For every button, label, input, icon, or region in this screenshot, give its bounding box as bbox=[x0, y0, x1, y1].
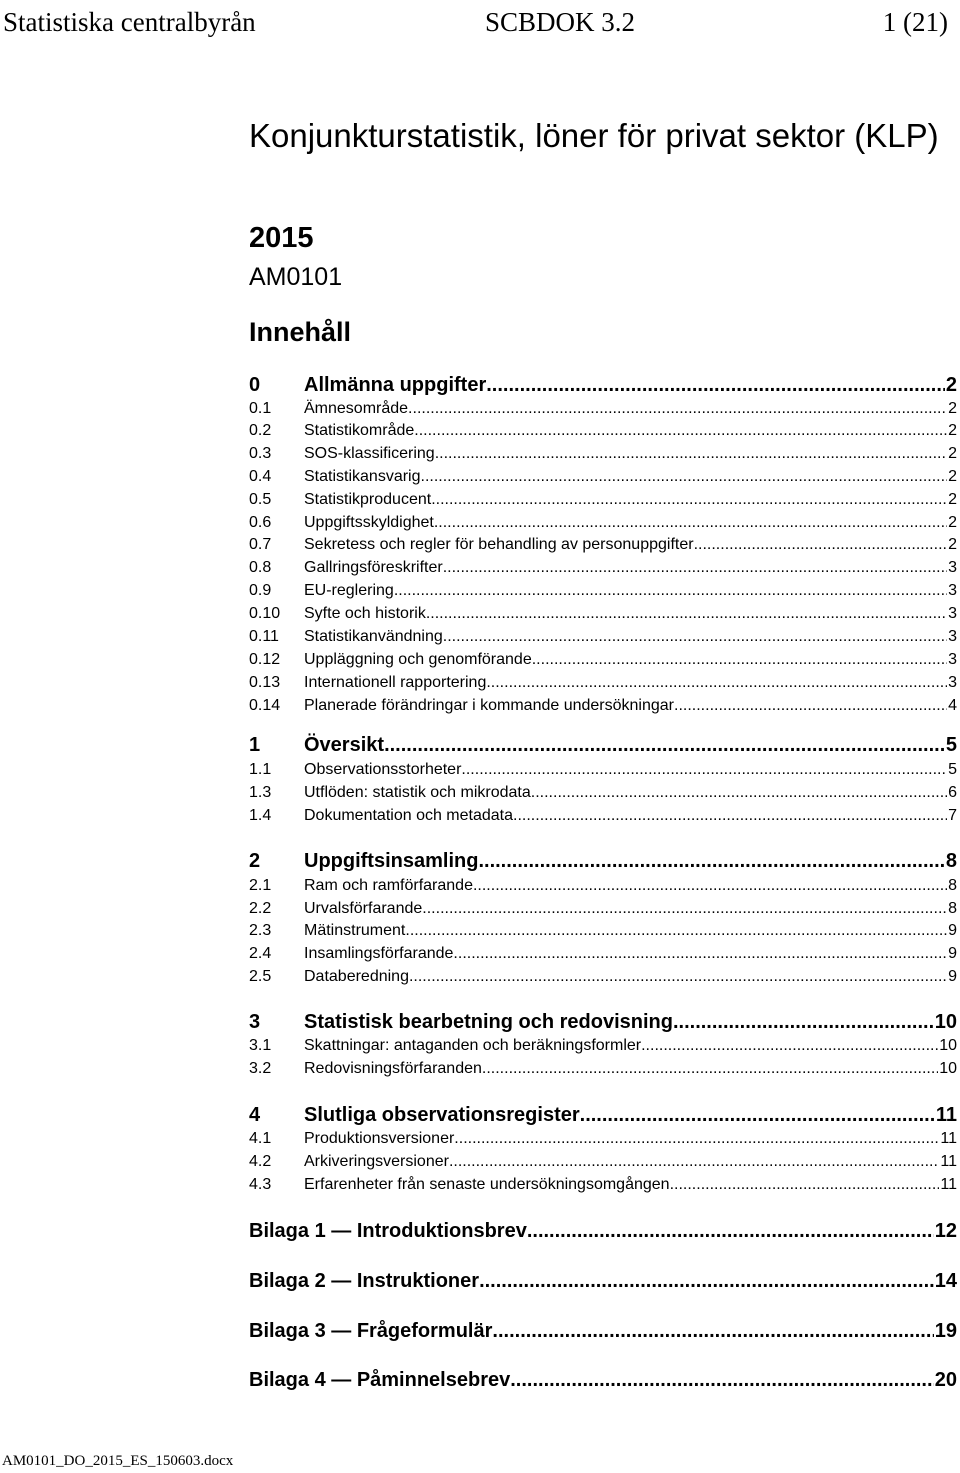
toc-entry-page: 2 bbox=[948, 400, 957, 417]
toc-appendix[interactable] bbox=[249, 1267, 957, 1295]
toc-entry[interactable] bbox=[249, 943, 957, 965]
toc-entry-number: 3.1 bbox=[249, 1037, 272, 1054]
file-name-footer: AM0101_DO_2015_ES_150603.docx bbox=[2, 1453, 234, 1469]
toc-dot-leader bbox=[673, 1008, 934, 1036]
toc-entry-label: SOS-klassificering bbox=[304, 445, 435, 462]
toc-dot-leader bbox=[443, 557, 947, 579]
toc-entry[interactable] bbox=[249, 966, 957, 988]
toc-dot-leader bbox=[421, 466, 948, 488]
toc-entry-label: Mätinstrument bbox=[304, 922, 406, 939]
toc-entry-page: 19 bbox=[934, 1320, 957, 1342]
toc-entry-number: 0.6 bbox=[249, 514, 272, 531]
toc-entry-number: 2.3 bbox=[249, 922, 272, 939]
toc-entry[interactable] bbox=[249, 898, 957, 920]
toc-entry[interactable] bbox=[249, 466, 957, 488]
toc-entry-number: 0.3 bbox=[249, 445, 272, 462]
toc-entry-page: 10 bbox=[939, 1060, 957, 1077]
page-counter: 1 (21) bbox=[882, 7, 948, 37]
toc-entry-label: Arkiveringsversioner bbox=[304, 1153, 449, 1170]
toc-entry-number: 1.3 bbox=[249, 784, 272, 801]
toc-entry-page: 20 bbox=[934, 1369, 957, 1391]
toc-section[interactable] bbox=[249, 1101, 957, 1129]
toc-dot-leader bbox=[694, 534, 948, 556]
toc-dot-leader bbox=[422, 898, 947, 920]
toc-entry[interactable] bbox=[249, 1174, 957, 1196]
toc-entry-label: Statistisk bearbetning och redovisning bbox=[304, 1011, 673, 1033]
toc-entry-label: Produktionsversioner bbox=[304, 1130, 455, 1147]
toc-entry-page: 4 bbox=[948, 697, 957, 714]
toc-entry-number: 0.11 bbox=[249, 628, 279, 645]
document-year: 2015 bbox=[249, 222, 314, 254]
toc-section[interactable] bbox=[249, 847, 957, 875]
toc-entry-page: 2 bbox=[948, 468, 957, 485]
toc-entry-label: Statistikanvändning bbox=[304, 628, 443, 645]
toc-entry-number: 1 bbox=[249, 734, 261, 756]
toc-section[interactable] bbox=[249, 371, 957, 399]
toc-entry[interactable] bbox=[249, 1035, 957, 1057]
toc-entry-page: 8 bbox=[948, 877, 957, 894]
toc-dot-leader bbox=[486, 371, 945, 399]
toc-entry-number: 3.2 bbox=[249, 1060, 272, 1077]
toc-dot-leader bbox=[409, 966, 947, 988]
toc-entry[interactable] bbox=[249, 420, 957, 442]
toc-entry-page: 3 bbox=[948, 605, 957, 622]
toc-entry-page: 12 bbox=[934, 1220, 957, 1242]
toc-entry-label: Bilaga 3 — Frågeformulär bbox=[249, 1320, 493, 1342]
toc-dot-leader bbox=[449, 1151, 939, 1173]
toc-entry-label: Allmänna uppgifter bbox=[304, 374, 487, 396]
toc-entry[interactable] bbox=[249, 782, 957, 804]
toc-entry-page: 10 bbox=[939, 1037, 957, 1054]
toc-entry-page: 11 bbox=[940, 1130, 957, 1147]
toc-entry-number: 0 bbox=[249, 374, 261, 396]
toc-entry-label: Översikt bbox=[304, 734, 385, 756]
toc-entry-page: 9 bbox=[948, 922, 957, 939]
toc-entry-label: Uppläggning och genomförande bbox=[304, 651, 532, 668]
toc-entry-label: Statistikområde bbox=[304, 422, 415, 439]
toc-entry-number: 2.2 bbox=[249, 900, 272, 917]
toc-dot-leader bbox=[479, 1267, 934, 1295]
toc-dot-leader bbox=[434, 512, 947, 534]
toc-entry-number: 0.10 bbox=[249, 605, 281, 622]
toc-entry-page: 3 bbox=[948, 651, 957, 668]
toc-entry-number: 2 bbox=[249, 850, 261, 872]
toc-entry-label: EU-reglering bbox=[304, 582, 394, 599]
toc-entry[interactable] bbox=[249, 805, 957, 827]
toc-entry[interactable] bbox=[249, 1151, 957, 1173]
toc-dot-leader bbox=[486, 672, 947, 694]
toc-dot-leader bbox=[670, 1174, 940, 1196]
toc-entry-page: 2 bbox=[948, 445, 957, 462]
toc-dot-leader bbox=[426, 603, 947, 625]
toc-dot-leader bbox=[384, 731, 945, 759]
toc-entry-page: 8 bbox=[948, 900, 957, 917]
document-type: SCBDOK 3.2 bbox=[485, 7, 636, 37]
toc-entry[interactable] bbox=[249, 759, 957, 781]
toc-entry[interactable] bbox=[249, 672, 957, 694]
toc-entry-number: 1.1 bbox=[249, 761, 272, 778]
toc-entry-number: 1.4 bbox=[249, 807, 272, 824]
toc-entry-page: 2 bbox=[948, 491, 957, 508]
toc-dot-leader bbox=[431, 489, 947, 511]
toc-entry-page: 7 bbox=[948, 807, 957, 824]
toc-dot-leader bbox=[641, 1035, 938, 1057]
toc-entry[interactable] bbox=[249, 603, 957, 625]
toc-entry-label: Internationell rapportering bbox=[304, 674, 487, 691]
toc-entry-label: Ämnesområde bbox=[304, 400, 409, 417]
toc-entry-page: 2 bbox=[945, 374, 957, 396]
toc-entry-page: 10 bbox=[934, 1011, 957, 1033]
document-title: Konjunkturstatistik, löner för privat sektor (KLP) bbox=[249, 117, 939, 154]
toc-entry-label: Uppgiftsinsamling bbox=[304, 850, 479, 872]
toc-entry-number: 0.8 bbox=[249, 559, 272, 576]
toc-entry-label: Dokumentation och metadata bbox=[304, 807, 514, 824]
toc-entry-page: 5 bbox=[948, 761, 957, 778]
toc-entry-label: Slutliga observationsregister bbox=[304, 1104, 580, 1126]
toc-entry-label: Bilaga 2 — Instruktioner bbox=[249, 1270, 480, 1292]
organization-name: Statistiska centralbyrån bbox=[3, 7, 256, 37]
toc-entry[interactable] bbox=[249, 626, 957, 648]
toc-entry-number: 0.9 bbox=[249, 582, 272, 599]
toc-entry-label: Planerade förändringar i kommande undersökningar bbox=[304, 697, 674, 714]
toc-entry[interactable] bbox=[249, 489, 957, 511]
toc-entry-page: 5 bbox=[945, 734, 957, 756]
toc-entry[interactable] bbox=[249, 580, 957, 602]
toc-entry-page: 8 bbox=[945, 850, 957, 872]
toc-entry[interactable] bbox=[249, 649, 957, 671]
toc-entry-label: Databeredning bbox=[304, 968, 409, 985]
toc-entry-label: Insamlingsförfarande bbox=[304, 945, 454, 962]
toc-entry-number: 0.13 bbox=[249, 674, 281, 691]
toc-entry[interactable] bbox=[249, 1058, 957, 1080]
toc-entry-page: 3 bbox=[948, 628, 957, 645]
toc-entry-page: 3 bbox=[948, 559, 957, 576]
toc-entry-page: 2 bbox=[948, 536, 957, 553]
toc-entry-label: Erfarenheter från senaste undersökningsomgången bbox=[304, 1176, 670, 1193]
toc-entry-number: 0.14 bbox=[249, 697, 281, 714]
toc-dot-leader bbox=[482, 1058, 938, 1080]
toc-entry-page: 11 bbox=[940, 1176, 957, 1193]
toc-entry[interactable] bbox=[249, 398, 957, 420]
toc-entry-number: 4.3 bbox=[249, 1176, 272, 1193]
toc-entry-label: Ram och ramförfarande bbox=[304, 877, 473, 894]
toc-appendix[interactable] bbox=[249, 1317, 957, 1345]
toc-entry[interactable] bbox=[249, 1128, 957, 1150]
toc-entry-label: Statistikproducent bbox=[304, 491, 432, 508]
toc-entry[interactable] bbox=[249, 920, 957, 942]
toc-dot-leader bbox=[435, 443, 947, 465]
toc-entry-label: Uppgiftsskyldighet bbox=[304, 514, 434, 531]
toc-section[interactable] bbox=[249, 1008, 957, 1036]
toc-entry-number: 2.5 bbox=[249, 968, 272, 985]
toc-entry-number: 2.4 bbox=[249, 945, 272, 962]
toc-entry[interactable] bbox=[249, 695, 957, 717]
toc-entry-page: 2 bbox=[948, 422, 957, 439]
toc-entry-label: Observationsstorheter bbox=[304, 761, 462, 778]
toc-dot-leader bbox=[513, 805, 947, 827]
toc-dot-leader bbox=[580, 1101, 935, 1129]
toc-dot-leader bbox=[461, 759, 947, 781]
toc-entry-page: 3 bbox=[948, 582, 957, 599]
toc-entry[interactable] bbox=[249, 875, 957, 897]
document-code: AM0101 bbox=[249, 263, 343, 291]
toc-entry-label: Syfte och historik bbox=[304, 605, 426, 622]
toc-dot-leader bbox=[531, 782, 947, 804]
toc-dot-leader bbox=[492, 1317, 933, 1345]
toc-entry[interactable] bbox=[249, 512, 957, 534]
toc-dot-leader bbox=[473, 875, 947, 897]
toc-dot-leader bbox=[443, 626, 947, 648]
toc-entry-number: 0.12 bbox=[249, 651, 281, 668]
toc-entry-number: 4.2 bbox=[249, 1153, 272, 1170]
toc-entry-label: Statistikansvarig bbox=[304, 468, 421, 485]
toc-section[interactable] bbox=[249, 731, 957, 759]
toc-entry[interactable] bbox=[249, 557, 957, 579]
toc-dot-leader bbox=[414, 420, 947, 442]
toc-entry-label: Bilaga 1 — Introduktionsbrev bbox=[249, 1220, 527, 1242]
toc-dot-leader bbox=[408, 398, 947, 420]
toc-entry-page: 2 bbox=[948, 514, 957, 531]
toc-entry-page: 6 bbox=[948, 784, 957, 801]
toc-heading: Innehåll bbox=[249, 317, 352, 347]
toc-entry-label: Skattningar: antaganden och beräkningsformler bbox=[304, 1037, 642, 1054]
toc-dot-leader bbox=[674, 695, 947, 717]
toc-entry[interactable] bbox=[249, 534, 957, 556]
toc-entry-number: 0.7 bbox=[249, 536, 272, 553]
toc-dot-leader bbox=[394, 580, 947, 602]
toc-entry-number: 4 bbox=[249, 1104, 261, 1126]
toc-entry-page: 11 bbox=[940, 1153, 957, 1170]
toc-entry-number: 0.5 bbox=[249, 491, 272, 508]
toc-dot-leader bbox=[453, 943, 947, 965]
toc-entry-page: 11 bbox=[935, 1104, 957, 1126]
toc-appendix[interactable] bbox=[249, 1366, 957, 1394]
toc-dot-leader bbox=[454, 1128, 939, 1150]
toc-entry-label: Gallringsföreskrifter bbox=[304, 559, 443, 576]
toc-entry-page: 14 bbox=[934, 1270, 957, 1292]
toc-entry-number: 2.1 bbox=[249, 877, 272, 894]
toc-dot-leader bbox=[527, 1217, 934, 1245]
toc-entry-page: 9 bbox=[948, 945, 957, 962]
toc-entry-number: 4.1 bbox=[249, 1130, 272, 1147]
toc-entry-label: Redovisningsförfaranden bbox=[304, 1060, 482, 1077]
toc-entry-label: Sekretess och regler för behandling av personuppgifter bbox=[304, 536, 694, 553]
toc-dot-leader bbox=[510, 1366, 934, 1394]
toc-entry-label: Utflöden: statistik och mikrodata bbox=[304, 784, 531, 801]
page-header bbox=[0, 4, 960, 44]
toc-entry[interactable] bbox=[249, 443, 957, 465]
toc-entry-label: Bilaga 4 — Påminnelsebrev bbox=[249, 1369, 511, 1391]
toc-entry-label: Urvalsförfarande bbox=[304, 900, 423, 917]
toc-appendix[interactable] bbox=[249, 1217, 957, 1245]
toc-entry-page: 3 bbox=[948, 674, 957, 691]
toc-dot-leader bbox=[405, 920, 947, 942]
toc-dot-leader bbox=[478, 847, 944, 875]
toc-entry-number: 0.4 bbox=[249, 468, 272, 485]
toc-dot-leader bbox=[532, 649, 947, 671]
toc-entry-number: 0.1 bbox=[249, 400, 272, 417]
toc-entry-number: 0.2 bbox=[249, 422, 272, 439]
toc-entry-page: 9 bbox=[948, 968, 957, 985]
toc-entry-number: 3 bbox=[249, 1011, 261, 1033]
